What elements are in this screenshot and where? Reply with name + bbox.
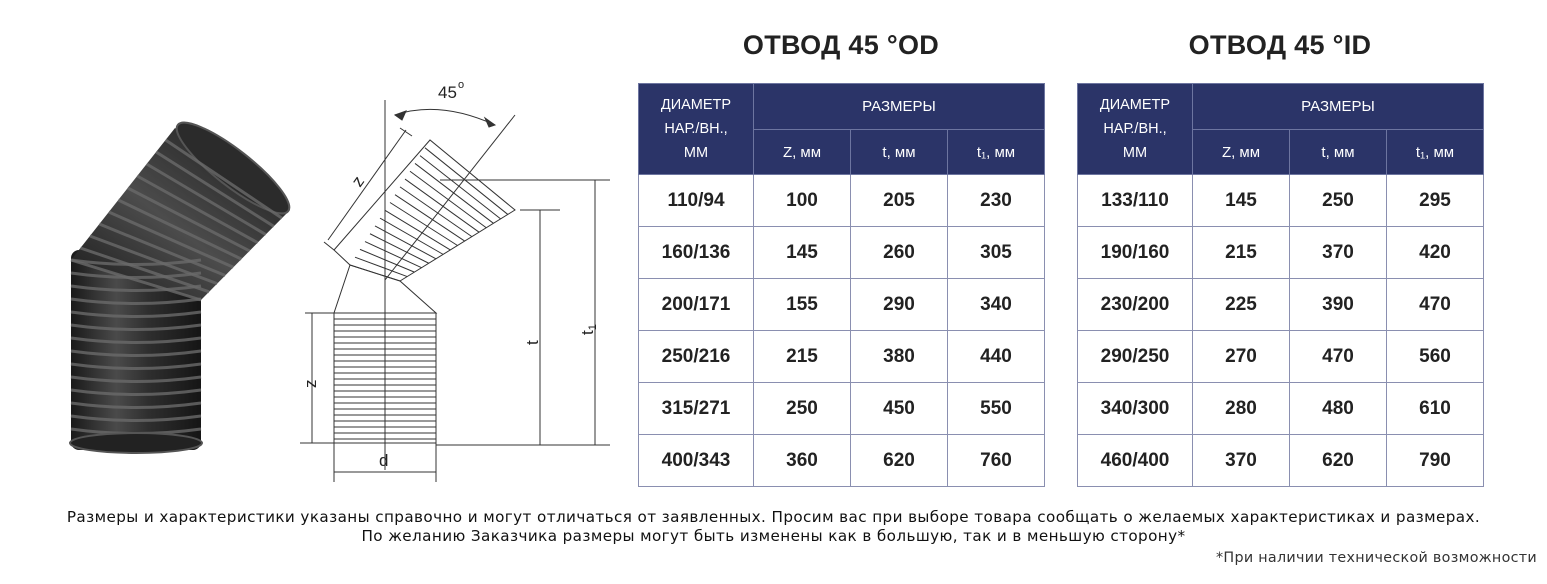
cell-d: 250/216: [639, 331, 754, 383]
header-z: Z, мм: [1193, 130, 1290, 175]
cell-d: 200/171: [639, 279, 754, 331]
cell-t: 260: [851, 227, 948, 279]
cell-d: 160/136: [639, 227, 754, 279]
table-row: [639, 383, 1045, 435]
cell-t: 290: [851, 279, 948, 331]
disclaimer-line-1: Размеры и характеристики указаны справочно и могут отличаться от заявленных. Просим вас при выборе товара сообщать о желаемых характеристиках и размерах.: [66, 508, 1481, 526]
table-row: [1078, 279, 1484, 331]
cell-z: 250: [754, 383, 851, 435]
header-diameter: ДИАМЕТР НАР./ВН., ММ: [639, 84, 754, 175]
cell-z: 145: [754, 227, 851, 279]
table-od: [638, 83, 1045, 487]
table-id: [1077, 83, 1484, 487]
table-row: [639, 227, 1045, 279]
cell-t: 620: [1290, 435, 1387, 487]
table-row: [1078, 227, 1484, 279]
cell-t1: 790: [1387, 435, 1484, 487]
header-z: Z, мм: [754, 130, 851, 175]
cell-t: 620: [851, 435, 948, 487]
cell-t1: 470: [1387, 279, 1484, 331]
table-id-title: ОТВОД 45 °ID: [1188, 30, 1372, 60]
z-upper-label: z: [347, 172, 369, 191]
cell-z: 155: [754, 279, 851, 331]
header-sizes: РАЗМЕРЫ: [1193, 84, 1484, 130]
cell-t: 450: [851, 383, 948, 435]
cell-z: 225: [1193, 279, 1290, 331]
footnote: *При наличии технической возможности: [1215, 550, 1537, 566]
cell-d: 110/94: [639, 175, 754, 227]
pipe-elbow-photo: [55, 110, 315, 460]
cell-t: 470: [1290, 331, 1387, 383]
cell-t1: 760: [948, 435, 1045, 487]
cell-z: 280: [1193, 383, 1290, 435]
table-row: [639, 175, 1045, 227]
cell-d: 190/160: [1078, 227, 1193, 279]
cell-d: 340/300: [1078, 383, 1193, 435]
header-diameter: ДИАМЕТР НАР./ВН., ММ: [1078, 84, 1193, 175]
cell-t1: 230: [948, 175, 1045, 227]
cell-z: 360: [754, 435, 851, 487]
cell-z: 100: [754, 175, 851, 227]
header-sizes: РАЗМЕРЫ: [754, 84, 1045, 130]
cell-d: 133/110: [1078, 175, 1193, 227]
header-t1: t₁, мм: [948, 130, 1045, 175]
cell-z: 270: [1193, 331, 1290, 383]
angle-degree-mark: o: [458, 79, 465, 91]
table-row: [1078, 383, 1484, 435]
cell-t1: 610: [1387, 383, 1484, 435]
table-row: [1078, 175, 1484, 227]
cell-t1: 560: [1387, 331, 1484, 383]
table-od-title: ОТВОД 45 °OD: [742, 30, 940, 60]
cell-t: 390: [1290, 279, 1387, 331]
table-row: [1078, 331, 1484, 383]
table-row: [1078, 435, 1484, 487]
cell-t1: 550: [948, 383, 1045, 435]
cell-z: 370: [1193, 435, 1290, 487]
cell-z: 215: [754, 331, 851, 383]
cell-d: 290/250: [1078, 331, 1193, 383]
table-row: [639, 435, 1045, 487]
cell-t: 380: [851, 331, 948, 383]
cell-t: 250: [1290, 175, 1387, 227]
cell-t1: 440: [948, 331, 1045, 383]
cell-d: 230/200: [1078, 279, 1193, 331]
t1-label: t1: [578, 324, 599, 335]
t-label: t: [523, 340, 542, 345]
cell-d: 460/400: [1078, 435, 1193, 487]
cell-t: 480: [1290, 383, 1387, 435]
elbow-technical-drawing: [290, 70, 620, 490]
cell-t: 370: [1290, 227, 1387, 279]
table-row: [639, 279, 1045, 331]
table-row: [639, 331, 1045, 383]
cell-t: 205: [851, 175, 948, 227]
angle-label: 45: [438, 83, 457, 102]
cell-d: 315/271: [639, 383, 754, 435]
cell-z: 145: [1193, 175, 1290, 227]
disclaimer-line-2: По желанию Заказчика размеры могут быть изменены как в большую, так и в меньшую сторону*: [361, 527, 1186, 545]
cell-t1: 340: [948, 279, 1045, 331]
header-t: t, мм: [1290, 130, 1387, 175]
cell-t1: 420: [1387, 227, 1484, 279]
cell-z: 215: [1193, 227, 1290, 279]
cell-d: 400/343: [639, 435, 754, 487]
cell-t1: 305: [948, 227, 1045, 279]
header-t: t, мм: [851, 130, 948, 175]
cell-t1: 295: [1387, 175, 1484, 227]
d-label: d: [379, 451, 389, 470]
header-t1: t₁, мм: [1387, 130, 1484, 175]
z-left-label: z: [301, 379, 320, 388]
